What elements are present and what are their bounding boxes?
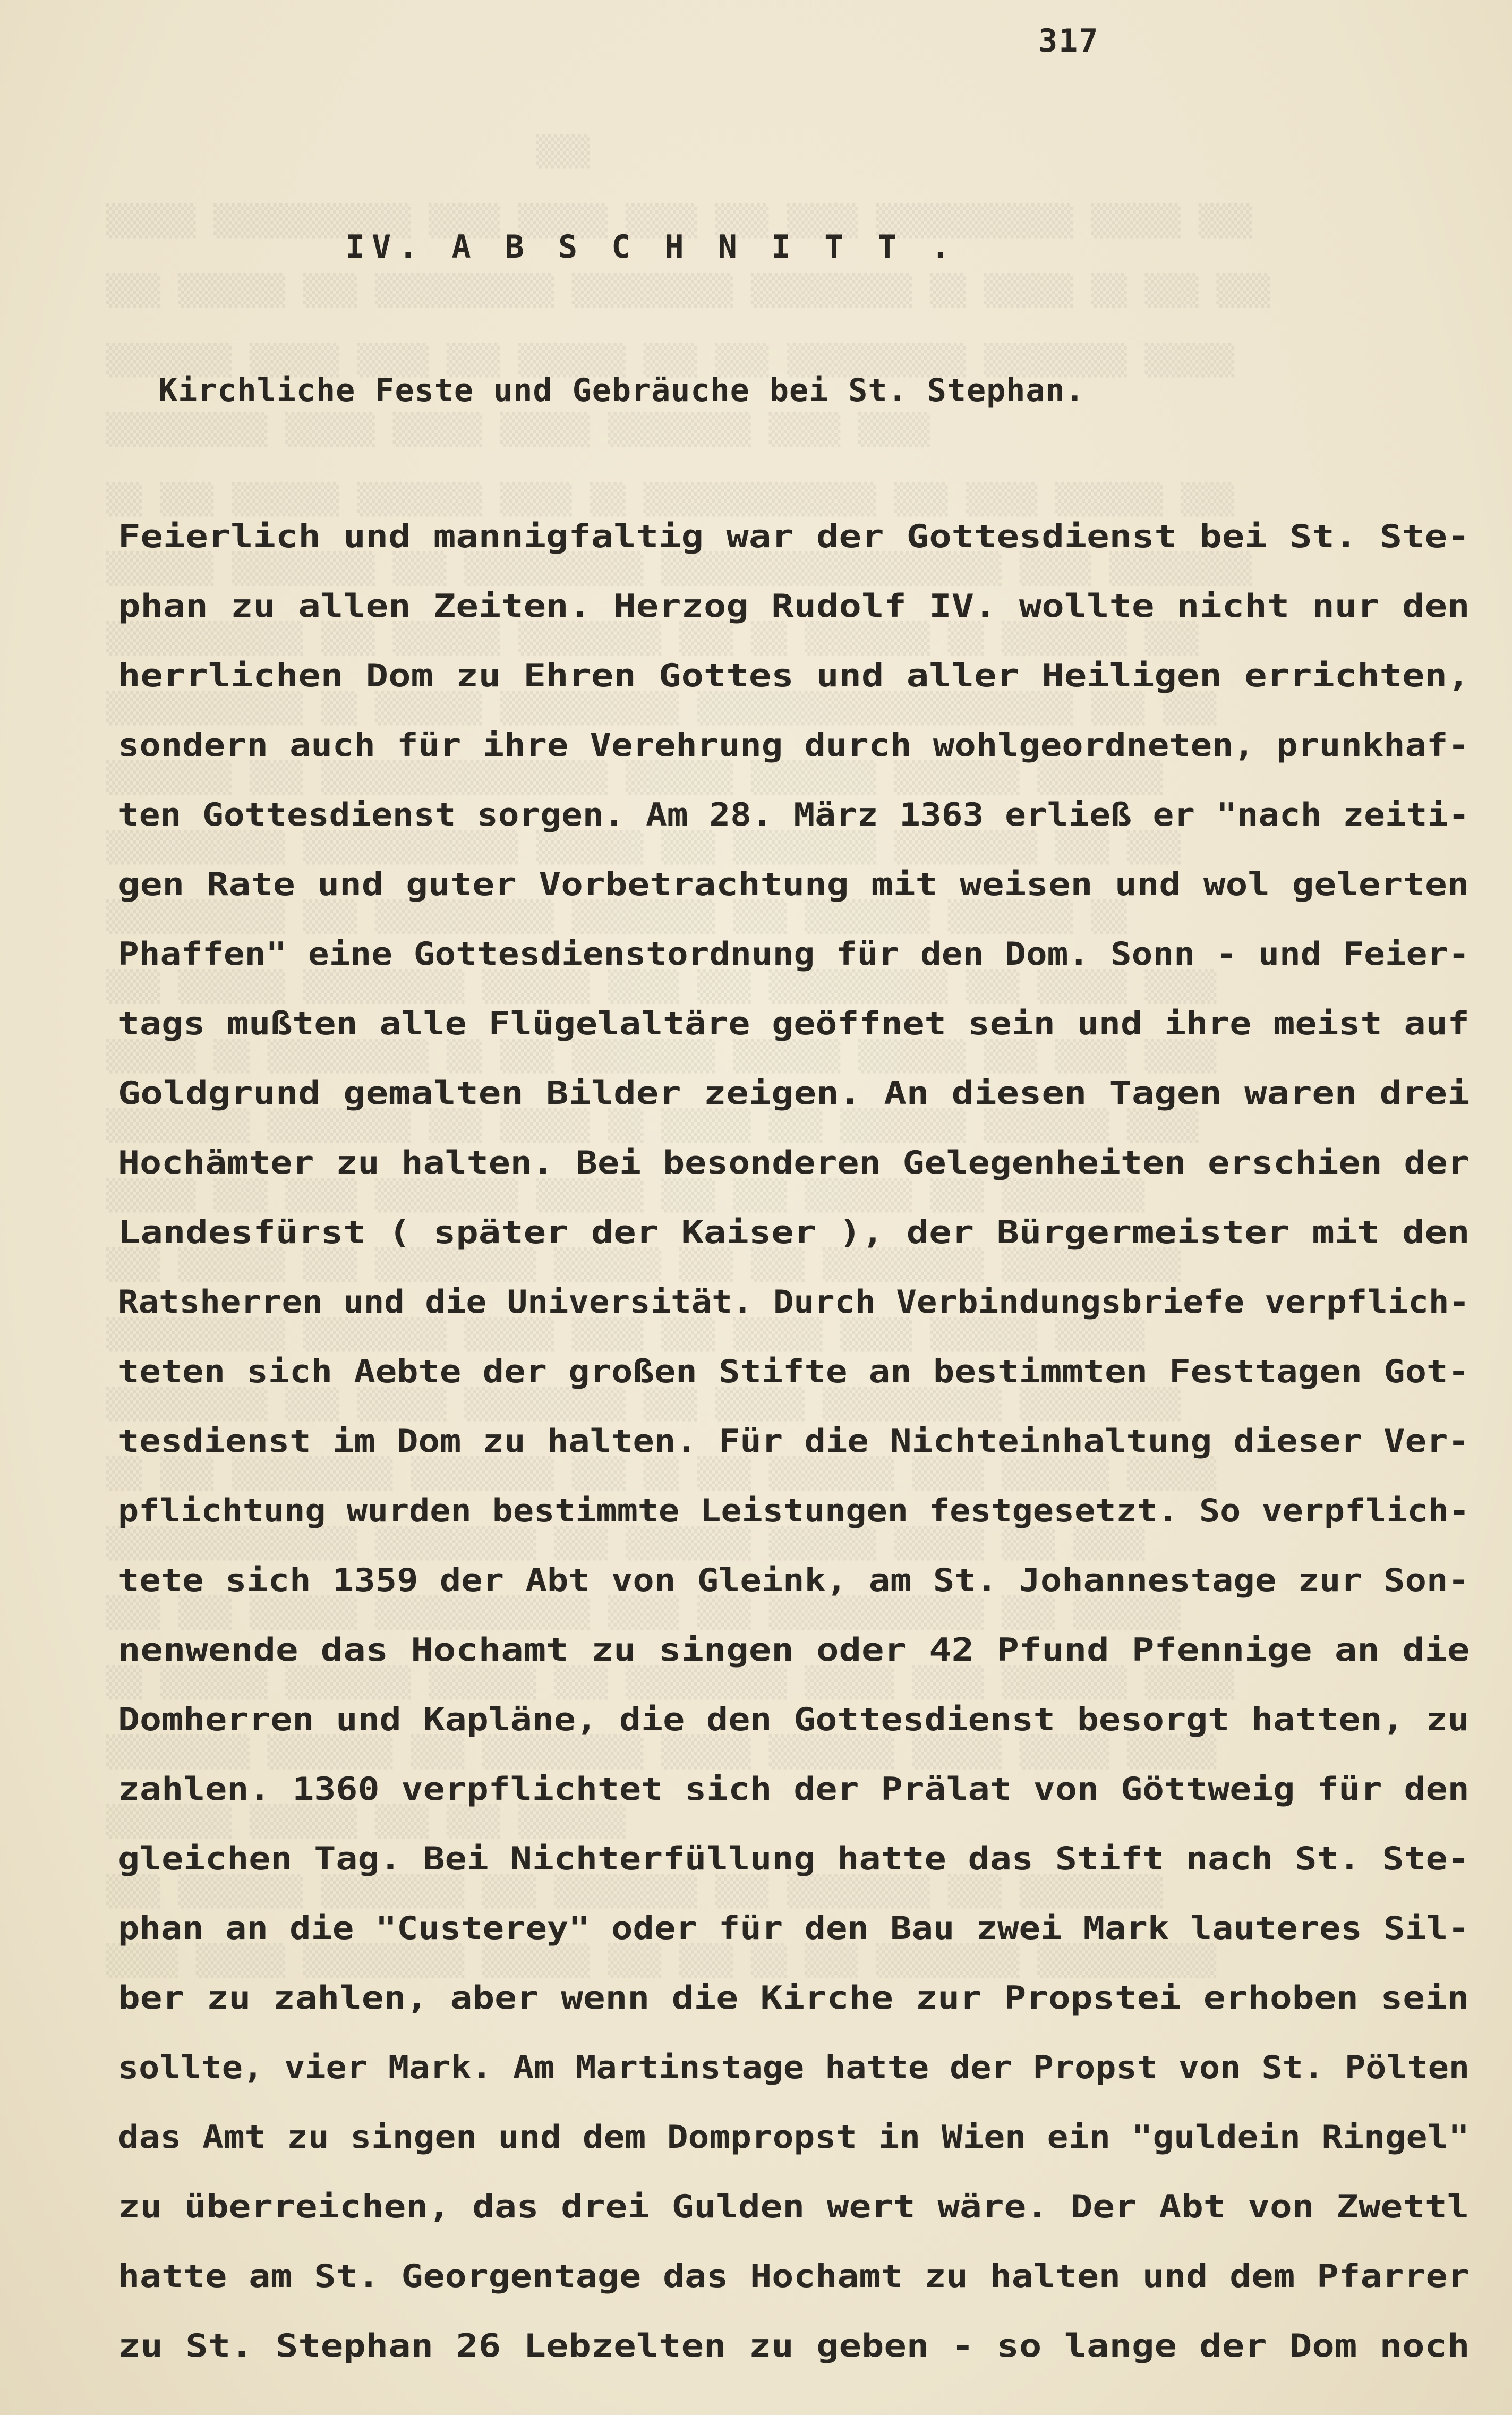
text-line: herrlichen Dom zu Ehren Gottes und aller Heiligen errichten, <box>118 657 1470 694</box>
text-line: sollte, vier Mark. Am Martinstage hatte der Propst von St. Pölten <box>118 2049 1470 2086</box>
text-line: ber zu zahlen, aber wenn die Kirche zur Propstei erhoben sein <box>118 1979 1470 2017</box>
text-line: hatte am St. Georgentage das Hochamt zu halten und dem Pfarrer <box>118 2258 1470 2295</box>
text-line: Phaffen" eine Gottesdienstordnung für den Dom. Sonn - und Feier- <box>118 936 1470 973</box>
text-line: Feierlich und mannigfaltig war der Gottesdienst bei St. Ste- <box>118 518 1470 555</box>
text-line: Hochämter zu halten. Bei besonderen Gelegenheiten erschien der <box>118 1144 1470 1181</box>
page-number: 317 <box>1038 22 1099 59</box>
text-line: zu überreichen, das drei Gulden wert wäre. Der Abt von Zwettl <box>118 2188 1470 2225</box>
text-line: tesdienst im Dom zu halten. Für die Nichteinhaltung dieser Ver- <box>118 1423 1470 1460</box>
text-line: Landesfürst ( später der Kaiser ), der Bürgermeister mit den <box>118 1214 1470 1251</box>
section-subtitle: Kirchliche Feste und Gebräuche bei St. Stephan. <box>158 372 1085 409</box>
text-line: pflichtung wurden bestimmte Leistungen festgesetzt. So verpflich- <box>118 1492 1470 1529</box>
text-line: sondern auch für ihre Verehrung durch wohlgeordneten, prunkhaf- <box>118 727 1470 764</box>
text-line: gen Rate und guter Vorbetrachtung mit weisen und wol gelerten <box>118 866 1470 903</box>
text-line: tags mußten alle Flügelaltäre geöffnet sein und ihre meist auf <box>118 1005 1470 1042</box>
text-line: Ratsherren und die Universität. Durch Verbindungsbriefe verpflich- <box>118 1283 1470 1321</box>
reverse-side-bleed-through: ▒▒▒ ▒▒▒▒▒ ▒▒▒▒▒▒▒▒▒▒▒ ▒▒▒▒ ▒▒▒▒▒ ▒▒▒▒ ▒▒▒ ▒▒▒▒ ▒▒▒▒▒▒▒▒▒▒▒ ▒▒▒▒▒ ▒▒▒ ▒▒▒ ▒▒▒▒▒▒ ▒▒▒ ▒▒▒▒▒▒▒▒▒▒ ▒▒▒▒▒▒▒▒▒ ▒▒▒▒▒▒▒▒▒ ▒▒ ▒▒▒▒▒ ▒▒ ▒▒▒ ▒▒▒ ▒▒▒▒▒▒▒ ▒▒▒▒▒ ▒▒▒▒ ▒▒▒ ▒▒▒▒▒▒ ▒▒▒ ▒▒▒ ▒▒▒▒▒▒▒▒▒▒ ▒▒▒▒▒▒▒▒ ▒▒▒▒▒ ▒▒▒▒▒▒▒▒▒ ▒▒▒▒▒ ▒▒▒▒▒ ▒▒▒▒▒ ▒▒▒▒▒▒▒▒ ▒▒▒▒ ▒▒▒▒ ▒▒ ▒▒▒ ▒▒▒▒▒▒ ▒▒▒▒▒▒▒ ▒▒▒▒ ▒▒ ▒▒▒▒▒▒▒▒▒▒▒▒▒ ▒▒▒ ▒▒▒▒ ▒▒▒▒▒▒ ▒▒▒ ▒▒▒▒▒▒ ▒▒▒▒▒▒▒▒ ▒▒▒ ▒▒▒▒▒▒▒▒▒▒ ▒▒▒▒▒▒▒▒▒▒▒▒▒▒▒▒▒▒▒ ▒▒▒▒ ▒▒▒▒▒▒▒▒ ▒▒▒▒▒▒▒▒▒▒▒ ▒▒▒ ▒▒▒▒▒▒ ▒▒▒▒▒▒▒▒ ▒▒▒ ▒▒ ▒▒▒▒▒▒▒ ▒▒ ▒▒▒▒▒▒▒ ▒▒▒ ▒▒▒▒▒▒▒▒▒▒▒ ▒▒ ▒▒▒▒▒▒ ▒▒▒▒▒▒▒▒▒▒ ▒▒▒▒▒▒▒▒▒▒▒▒▒▒▒▒▒▒▒▒▒ ▒▒▒ ▒▒▒ ▒▒▒▒▒▒▒ ▒▒▒ ▒▒▒▒▒▒▒▒▒▒▒▒▒▒▒▒ ▒▒▒▒▒▒ ▒▒▒▒▒▒▒ ▒▒▒▒▒▒▒ ▒▒▒▒▒▒▒ ▒▒▒▒▒▒▒▒▒▒ ▒▒▒▒▒▒▒▒▒▒▒▒ ▒▒▒▒▒▒ ▒▒▒ ▒▒▒▒▒▒▒▒ ▒▒▒▒▒▒▒▒ ▒▒▒ ▒▒▒ ▒▒▒▒▒▒▒▒▒▒ ▒▒▒ ▒▒▒▒▒▒▒▒▒▒ ▒▒▒▒▒▒▒▒ ▒▒▒ ▒▒▒▒▒▒▒ ▒▒▒▒▒▒▒ ▒▒ ▒▒▒ ▒▒▒▒▒▒ ▒▒▒▒▒▒▒▒▒ ▒▒▒▒▒▒ ▒▒▒▒ ▒▒▒ ▒▒▒▒▒▒▒▒▒▒ ▒▒▒ ▒▒▒▒▒ ▒▒▒▒ ▒▒▒▒▒ ▒▒ ▒▒▒▒▒▒▒▒▒ ▒▒ ▒▒▒ ▒▒▒▒▒▒▒▒ ▒▒▒▒▒▒ ▒▒▒▒▒▒ ▒▒▒ ▒▒▒▒ ▒▒▒▒ ▒▒▒▒▒▒▒▒ ▒▒▒▒▒▒▒▒ ▒▒▒ ▒▒▒▒▒ ▒▒ ▒▒▒▒▒ ▒▒▒ ▒▒▒▒▒▒▒ ▒▒▒▒▒▒▒ ▒▒▒▒ ▒▒▒▒▒ ▒▒▒ ▒▒▒▒ ▒▒▒▒▒▒▒▒ ▒▒▒▒▒▒ ▒▒▒ ▒▒▒ ▒▒▒▒▒▒ ▒▒▒ ▒▒▒▒▒▒▒▒ ▒▒▒ ▒▒▒▒▒▒ ▒▒▒ ▒▒▒▒▒▒▒▒▒ ▒▒▒▒▒▒ ▒▒▒ ▒▒▒ ▒▒▒▒▒▒▒▒▒ ▒▒▒▒▒▒▒▒▒▒ ▒▒▒▒▒▒▒▒▒▒ ▒▒▒▒▒▒▒▒ ▒▒▒▒▒ ▒▒▒▒ ▒▒▒ ▒▒▒▒▒ ▒▒▒▒ ▒▒▒▒▒▒ ▒▒▒▒▒ ▒▒▒▒▒▒▒▒▒ ▒▒▒ ▒▒▒▒▒ ▒▒▒▒▒▒▒▒▒ ▒▒▒ ▒▒▒▒▒ ▒▒▒▒▒▒▒▒▒▒ ▒▒▒▒▒▒▒▒▒ ▒▒ ▒▒▒ ▒▒▒▒▒▒▒▒▒ ▒▒▒▒▒▒▒▒ ▒▒▒ ▒▒ ▒▒▒ ▒▒▒▒▒▒▒ ▒▒▒▒ ▒▒▒▒▒▒ ▒▒▒▒▒ ▒▒▒▒▒▒▒▒▒▒▒▒▒▒ ▒▒▒▒▒▒▒▒▒ ▒▒▒ ▒▒▒▒▒▒▒ ▒▒▒▒▒▒ ▒▒▒▒▒ ▒▒▒ ▒▒▒▒ ▒▒▒ ▒▒▒ ▒▒▒▒▒▒ ▒▒▒▒▒▒▒▒▒▒▒▒ ▒▒▒▒ ▒▒▒ ▒▒▒▒▒▒▒▒▒▒▒▒ ▒▒▒ ▒▒▒▒▒▒ ▒▒ ▒▒▒▒▒▒ ▒▒▒▒▒▒▒ ▒▒▒▒▒▒ ▒▒▒ ▒▒▒▒▒▒▒▒▒ ▒▒▒▒▒ ▒▒▒▒ ▒▒▒▒▒▒▒ ▒▒▒▒▒ ▒▒▒▒▒▒▒▒ ▒▒▒▒▒▒▒ ▒▒▒ ▒▒▒▒▒▒▒▒▒ ▒▒▒▒▒ ▒▒▒▒▒▒▒ ▒▒▒▒▒ ▒▒▒▒▒ ▒▒▒▒▒ ▒▒▒▒▒▒▒ ▒▒▒▒▒▒ ▒▒▒ ▒▒▒ ▒▒▒▒▒▒ ▒▒▒ ▒▒▒▒▒▒▒ ▒▒▒▒▒▒▒▒ ▒▒▒ ▒▒▒▒▒▒▒▒ ▒▒▒ ▒▒▒▒▒▒▒▒ ▒▒▒ ▒▒▒▒▒▒▒▒ ▒▒▒▒ ▒▒▒▒▒ ▒▒▒▒▒▒▒▒▒ ▒▒▒▒▒▒ ▒▒▒ ▒▒▒ ▒▒ ▒▒▒ ▒▒▒▒▒▒▒▒ ▒▒▒▒▒▒▒▒▒▒ <box>106 134 1270 1978</box>
body-paragraph <box>118 502 1499 2381</box>
text-line: Domherren und Kapläne, die den Gottesdienst besorgt hatten, zu <box>118 1701 1470 1738</box>
text-line: Goldgrund gemalten Bilder zeigen. An diesen Tagen waren drei <box>118 1075 1470 1112</box>
text-line: teten sich Aebte der großen Stifte an bestimmten Festtagen Got- <box>118 1353 1470 1390</box>
text-line: phan zu allen Zeiten. Herzog Rudolf IV. wollte nicht nur den <box>118 588 1470 625</box>
text-line: phan an die "Custerey" oder für den Bau zwei Mark lauteres Sil- <box>118 1910 1470 1947</box>
text-line: nenwende das Hochamt zu singen oder 42 Pfund Pfennige an die <box>118 1631 1470 1669</box>
text-line: tete sich 1359 der Abt von Gleink, am St. Johannestage zur Son- <box>118 1562 1470 1599</box>
text-line: das Amt zu singen und dem Dompropst in Wien ein "guldein Ringel" <box>118 2119 1470 2156</box>
text-line: gleichen Tag. Bei Nichterfüllung hatte das Stift nach St. Ste- <box>118 1840 1470 1877</box>
text-line: ten Gottesdienst sorgen. Am 28. März 1363 erließ er "nach zeiti- <box>118 796 1470 834</box>
section-heading: IV. A B S C H N I T T . <box>345 228 958 266</box>
text-line: zu St. Stephan 26 Lebzelten zu geben - so lange der Dom noch <box>118 2327 1470 2365</box>
text-line: zahlen. 1360 verpflichtet sich der Prälat von Göttweig für den <box>118 1771 1470 1808</box>
